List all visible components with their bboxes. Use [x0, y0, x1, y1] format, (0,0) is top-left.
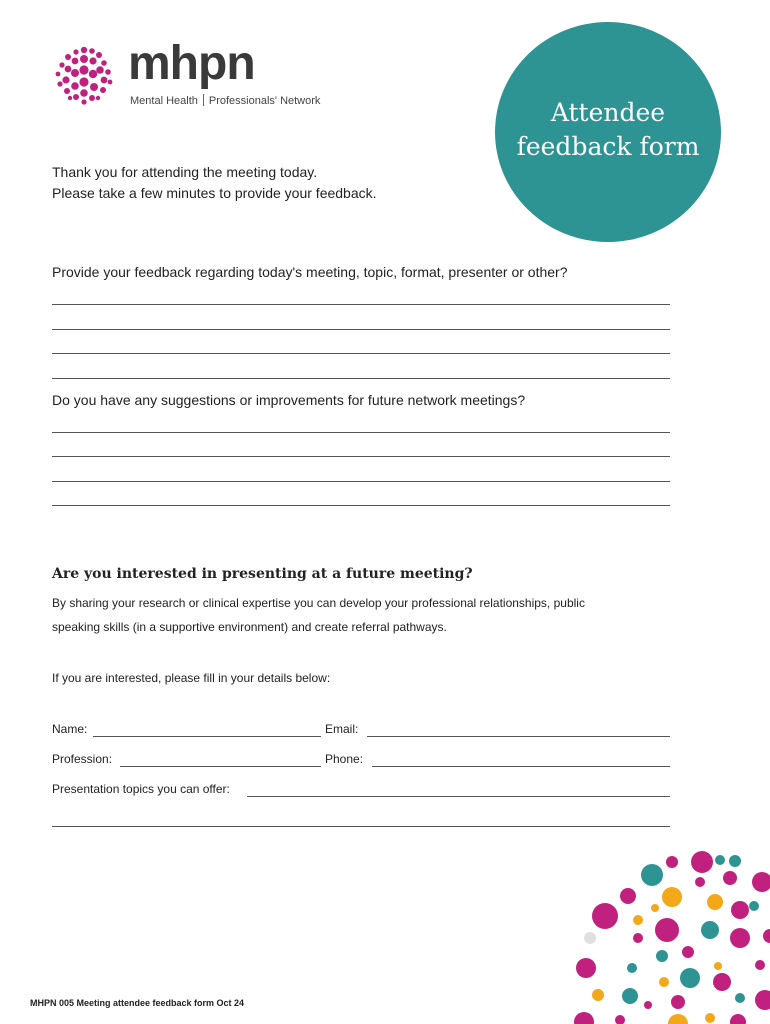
- presenting-instructions: If you are interested, please fill in your details below:: [52, 671, 331, 685]
- logo-wordmark: mhpn: [128, 37, 255, 90]
- phone-field[interactable]: [372, 766, 670, 767]
- question-1: Provide your feedback regarding today's meeting, topic, format, presenter or other?: [52, 264, 568, 280]
- decorative-dots-icon: [560, 840, 770, 1024]
- logo-tagline: [130, 94, 320, 107]
- phone-label: Phone:: [325, 752, 364, 766]
- answer-2-line-2[interactable]: [52, 456, 670, 457]
- answer-2-line-3[interactable]: [52, 481, 670, 482]
- topics-field-line-2[interactable]: [52, 826, 670, 827]
- answer-1-line-3[interactable]: [52, 353, 670, 354]
- intro-line-2: Please take a few minutes to provide your feedback.: [52, 185, 377, 201]
- footer-text: MHPN 005 Meeting attendee feedback form Oct 24: [30, 998, 245, 1008]
- mhpn-logo: [48, 37, 368, 112]
- email-field[interactable]: [367, 736, 670, 737]
- presenting-heading: Are you interested in presenting at a future meeting?: [52, 566, 473, 582]
- email-label: Email:: [325, 722, 359, 736]
- name-field[interactable]: [93, 736, 321, 737]
- question-2: Do you have any suggestions or improvements for future network meetings?: [52, 392, 526, 408]
- presenting-desc-line-2: speaking skills (in a supportive environment) and create referral pathways.: [52, 620, 447, 634]
- profession-label: Profession:: [52, 752, 113, 766]
- answer-1-line-1[interactable]: [52, 304, 670, 305]
- tagline-right: Professionals' Network: [208, 95, 321, 107]
- answer-2-line-4[interactable]: [52, 505, 670, 506]
- dot-cluster-logo-icon: [48, 42, 120, 108]
- tagline-left: Mental Health: [130, 95, 198, 107]
- topics-label: Presentation topics you can offer:: [52, 782, 230, 796]
- answer-1-line-4[interactable]: [52, 378, 670, 379]
- title-line-2: feedback form: [516, 132, 700, 161]
- tagline-divider: [203, 94, 204, 106]
- topics-field-line-1[interactable]: [247, 796, 670, 797]
- title-badge: [495, 22, 721, 242]
- title-line-1: Attendee: [550, 98, 666, 127]
- profession-field[interactable]: [120, 766, 321, 767]
- answer-2-line-1[interactable]: [52, 432, 670, 433]
- answer-1-line-2[interactable]: [52, 329, 670, 330]
- intro-line-1: Thank you for attending the meeting today.: [52, 164, 318, 180]
- name-label: Name:: [52, 722, 88, 736]
- presenting-desc-line-1: By sharing your research or clinical expertise you can develop your professional relationships, public: [52, 596, 585, 610]
